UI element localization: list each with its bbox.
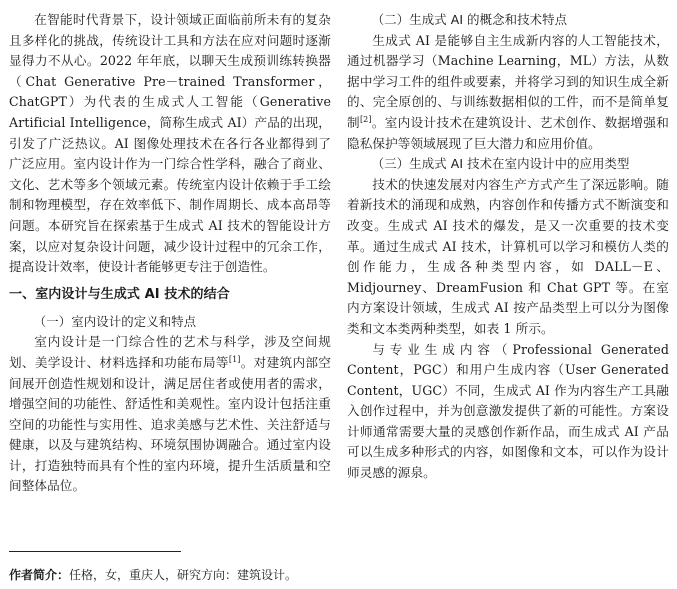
body-paragraph: 与专业生成内容（Professional Generated Content，PGC）和用户生成内容（User Generated Content，UGC）不同，生成式 AI 作为内容生产工具融入创作过程中，并为创意激发提供了新的可能性。方案设计师通常需要大量的灵感创作新作品，而生成式 AI 产品可以生成多种形式的内容，如图像和文本，可以作为设计师灵感的源泉。 bbox=[347, 341, 669, 481]
footnote-label: 作者简介： bbox=[9, 568, 70, 582]
body-paragraph bbox=[347, 31, 669, 155]
citation-ref: [2] bbox=[359, 114, 372, 124]
paragraph-text: 。室内设计技术在建筑设计、艺术创作、数据增强和隐私保护等领域展现了巨大潜力和应用价值。 bbox=[347, 114, 669, 151]
body-paragraph bbox=[9, 332, 331, 497]
body-paragraph: 技术的快速发展对内容生产方式产生了深远影响。随着新技术的涌现和成熟，内容创作和传播方式不断演变和改变。生成式 AI 技术的爆发，是又一次重要的技术变革。通过生成式 AI 技术，计算机可以学习和模仿人类的创作能力，生成各种类型内容，如 DALL－E、Midjourney、DreamFusion 和 Chat GPT 等。在室内方案设计领域，生成式 AI 按产品类型上可以分为图像类和文本类两种类型，如表 1 所示。 bbox=[347, 176, 669, 336]
subsection-heading: （三）生成式 AI 技术在室内设计中的应用类型 bbox=[371, 156, 630, 172]
section-heading: 一、室内设计与生成式 AI 技术的结合 bbox=[9, 286, 230, 302]
subsection-heading: （一）室内设计的定义和特点 bbox=[33, 313, 197, 329]
paragraph-text: 生成式 AI 是能够自主生成新内容的人工智能技术，通过机器学习（Machine Learning，ML）方法，从数据中学习工件的组件或要素，并将学习到的知识生成全新的、完全原创的、与训练数据相似的工件，而不是简单复制 bbox=[347, 32, 669, 130]
right-column bbox=[347, 10, 669, 484]
citation-ref: [1] bbox=[228, 354, 241, 364]
author-footnote bbox=[9, 566, 339, 584]
footnote-text: 任格，女，重庆人，研究方向：建筑设计。 bbox=[69, 568, 298, 582]
subsection-heading: （二）生成式 AI 的概念和技术特点 bbox=[371, 12, 568, 27]
intro-paragraph: 在智能时代背景下，设计领域正面临前所未有的复杂且多样化的挑战，传统设计工具和方法在应对问题时逐渐显得力不从心。2022 年年底，以聊天生成预训练转换器（Chat Generative Pre－trained Transformer，ChatGPT）为代表的生成式人工智能（Generative Artificial Intelligence，简称生成式 AI）产品的出现，引发了广泛热议。AI 图像处理技术在各行各业都得到了广泛应用。室内设计作为一门综合性学科，融合了商业、文化、艺术等多个领域元素。传统室内设计依赖于手工绘制和物理模型，存在效率低下、制作周期长、成本高昂等问题。本研究旨在探索基于生成式 AI 技术的智能设计方案，以应对复杂设计问题，减少设计过程中的冗余工作，提高设计效率，使设计者能够更专注于创造性。 bbox=[9, 12, 331, 275]
paragraph-text: 。对建筑内部空间展开创造性规划和设计，满足居住者或使用者的需求，增强空间的功能性、舒适性和美观性。室内设计包括注重空间的功能性与实用性、追求美感与艺术性、关注舒适与健康，以及与建筑结构、环境氛围协调融合。通过室内设计，打造独特而具有个性的室内环境，提升生活质量和空间整体品位。 bbox=[9, 354, 332, 494]
paragraph-text: 室内设计是一门综合性的艺术与科学，涉及空间规划、美学设计、材料选择和功能布局等 bbox=[9, 334, 331, 370]
left-column bbox=[9, 10, 331, 497]
footnote-divider bbox=[9, 551, 181, 552]
